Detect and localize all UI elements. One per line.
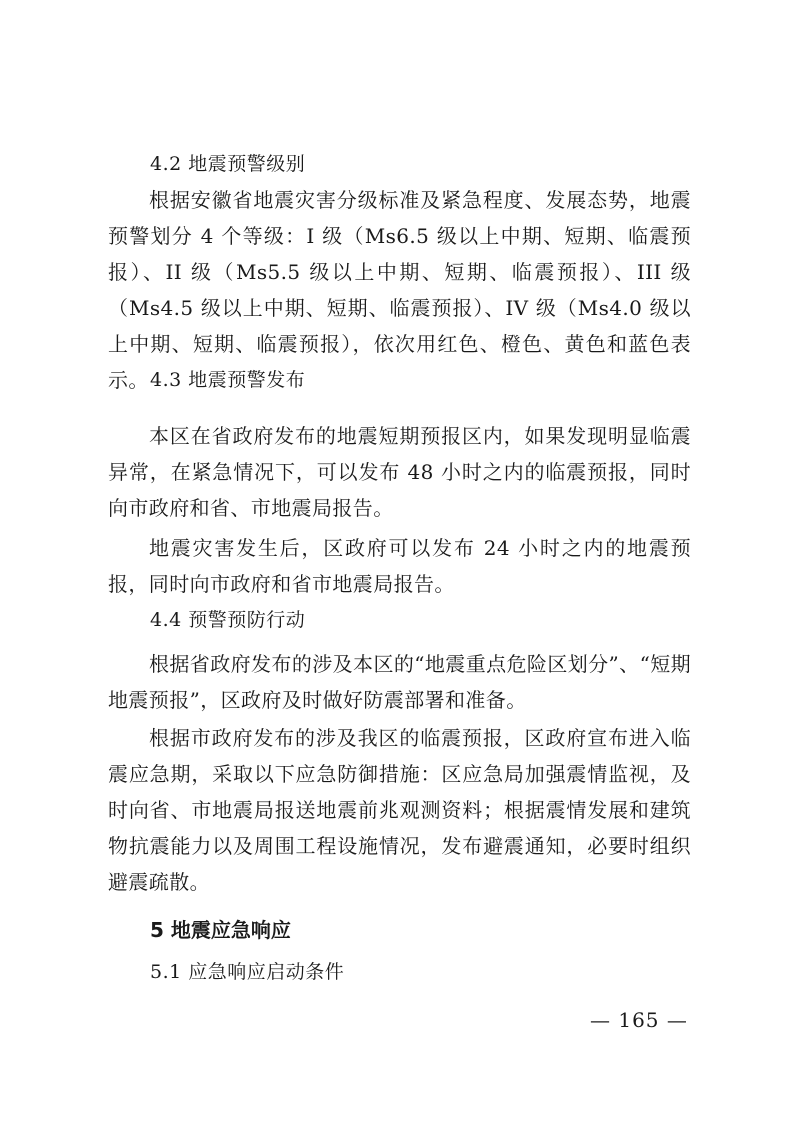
section-4-4-paragraph-2: 根据市政府发布的涉及我区的临震预报，区政府宣布进入临震应急期，采取以下应急防御措施：区应急局加强震情监视，及时向省、市地震局报送地震前兆观测资料；根据震情发展和建筑物抗震能力以及周围工程设施情况，发布避震通知，必要时组织避震疏散。 xyxy=(108,726,691,894)
section-4-4-paragraph-1: 根据省政府发布的涉及本区的“地震重点危险区划分”、“短期地震预报”，区政府及时做好防震部署和准备。 xyxy=(108,652,691,712)
section-4-3-heading: 4.3 地震预警发布 xyxy=(150,369,306,391)
section-4-3-paragraph-1: 本区在省政府发布的地震短期预报区内，如果发现明显临震异常，在紧急情况下，可以发布 48 小时之内的临震预报，同时向市政府和省、市地震局报告。 xyxy=(108,424,691,520)
section-5-heading: 5 地震应急响应 xyxy=(150,918,291,942)
section-5-1-heading: 5.1 应急响应启动条件 xyxy=(150,961,345,983)
section-4-4-heading: 4.4 预警预防行动 xyxy=(150,609,306,631)
section-4-2-heading: 4.2 地震预警级别 xyxy=(150,153,306,175)
section-4-2-paragraph: 根据安徽省地震灾害分级标准及紧急程度、发展态势，地震预警划分 4 个等级：I 级（Ms6.5 级以上中期、短期、临震预报）、II 级（Ms5.5 级以上中期、短期、临震预报）、III 级（Ms4.5 级以上中期、短期、临震预报）、IV 级（Ms4.0 级以上中期、短期、临震预报），依次用红色、橙色、黄色和蓝色表示。 xyxy=(108,188,691,392)
page-number: — 165 — xyxy=(590,1008,688,1032)
section-4-3-paragraph-2: 地震灾害发生后，区政府可以发布 24 小时之内的地震预报，同时向市政府和省市地震局报告。 xyxy=(108,536,691,596)
